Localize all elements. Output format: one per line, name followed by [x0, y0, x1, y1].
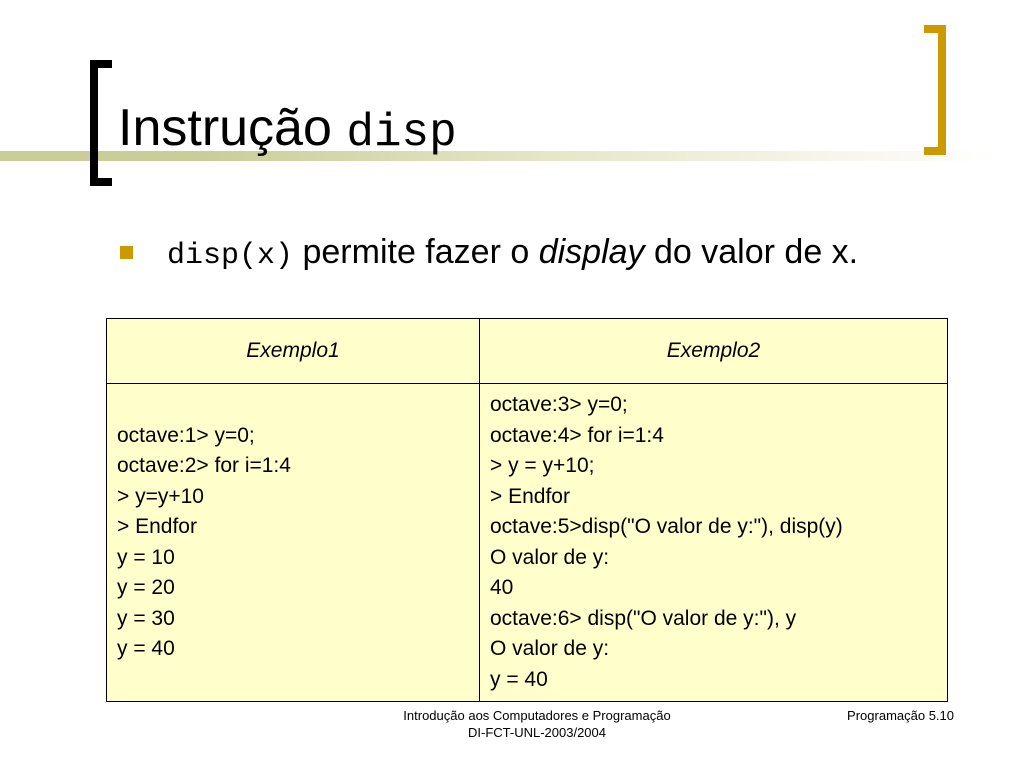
- example1-line: y = 20: [117, 576, 175, 599]
- table-header-row: [107, 319, 948, 384]
- bullet-point: [167, 228, 927, 280]
- example2-line: y = 40: [490, 667, 548, 691]
- footer-course: Introdução aos Computadores e Programação: [403, 708, 671, 723]
- slide-title: [118, 96, 457, 165]
- example2-line: octave:4> for i=1:4: [490, 423, 664, 447]
- example1-line: > y=y+10: [117, 484, 204, 508]
- example2-line: octave:5>disp("O valor de y:"), disp(y): [490, 515, 843, 538]
- footer-course-info: [337, 707, 737, 741]
- left-bracket-decoration: [90, 60, 112, 186]
- footer-department: DI-FCT-UNL-2003/2004: [468, 725, 606, 740]
- title-code: disp: [346, 107, 457, 159]
- footer-page-number: Programação 5.10: [847, 708, 954, 723]
- title-text: Instrução: [118, 99, 332, 157]
- example1-line: y = 10: [117, 545, 175, 569]
- example2-line: 40: [490, 576, 514, 599]
- bullet-emphasis: display: [538, 233, 645, 271]
- example2-line: > Endfor: [490, 484, 570, 508]
- bullet-text-before: permite fazer o: [302, 233, 530, 271]
- example2-line: O valor de y:: [490, 545, 610, 569]
- example2-line: octave:6> disp("O valor de y:"), y: [490, 606, 797, 630]
- bullet-code: disp(x): [167, 239, 294, 273]
- bullet-text-after: do valor de x.: [654, 233, 859, 271]
- example1-line: octave:1> y=0;: [117, 423, 255, 447]
- example2-line: octave:3> y=0;: [490, 393, 628, 416]
- right-bracket-decoration: [924, 25, 946, 155]
- bullet-square-icon: [120, 246, 133, 259]
- examples-table: [106, 318, 948, 702]
- example1-line: octave:2> for i=1:4: [117, 454, 291, 477]
- table-body-row: [107, 384, 948, 702]
- example2-line: > y = y+10;: [490, 454, 595, 477]
- example2-line: O valor de y:: [490, 637, 610, 660]
- example1-line: y = 30: [117, 606, 175, 630]
- example2-cell: [480, 384, 948, 702]
- example1-cell: [107, 384, 480, 702]
- example1-line: y = 40: [117, 637, 175, 660]
- header-example1: Exemplo1: [107, 319, 480, 384]
- header-example2: Exemplo2: [480, 319, 948, 384]
- example1-line: > Endfor: [117, 515, 197, 538]
